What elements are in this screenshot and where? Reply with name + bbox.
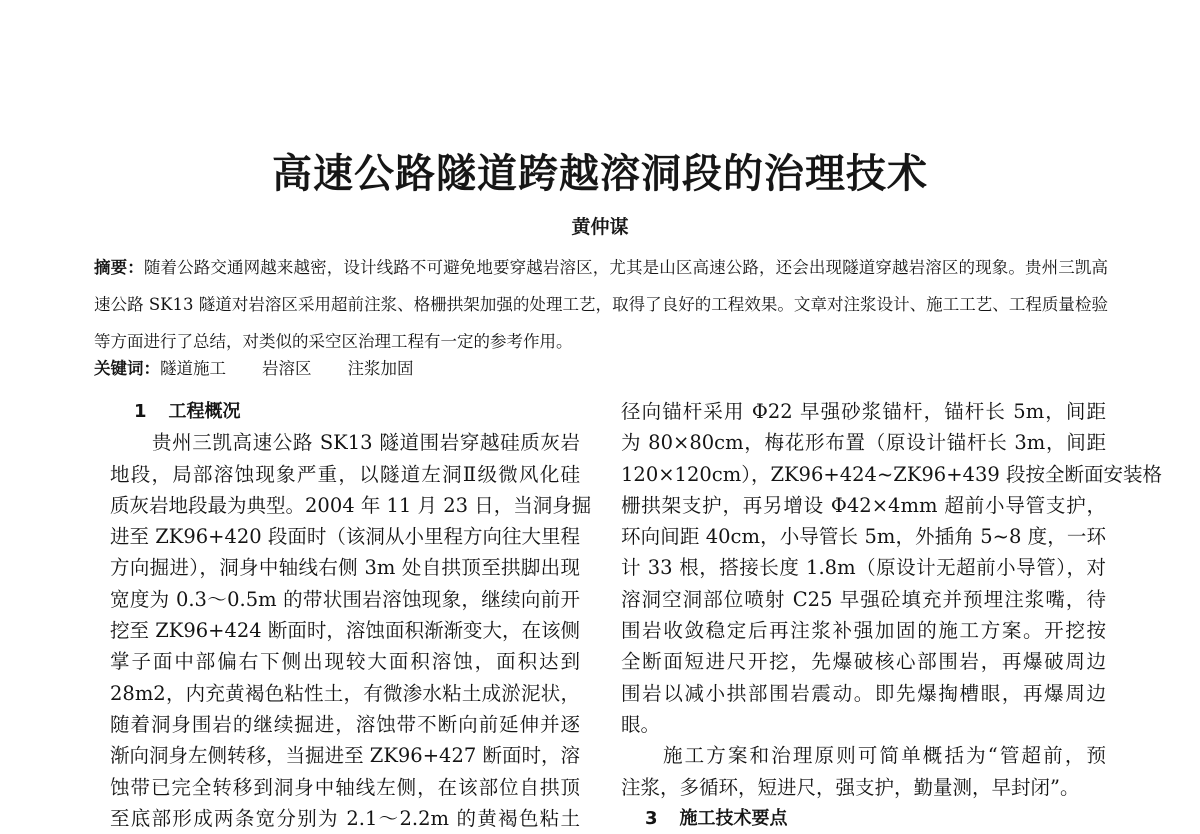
text-line: 掌子面中部偏右下侧出现较大面积溶蚀，面积达到 <box>110 650 580 674</box>
text-line: 围岩收敛稳定后再注浆补强加固的施工方案。开挖按 <box>621 619 1106 643</box>
text-line: 随着洞身围岩的继续掘进，溶蚀带不断向前延伸并逐 <box>110 712 580 736</box>
text-line: 渐向洞身左侧转移，当掘进至 ZK96+427 断面时，溶 <box>110 744 580 768</box>
text-line: 蚀带已完全转移到洞身中轴线左侧，在该部位自拱顶 <box>110 775 580 799</box>
keyword: 岩溶区 <box>262 359 312 378</box>
text-line: 贵州三凯高速公路 SK13 隧道围岩穿越硅质灰岩 <box>152 431 580 455</box>
text-line: 方向掘进），洞身中轴线右侧 3m 处自拱顶至拱脚出现 <box>110 556 580 580</box>
text-line: 径向锚杆采用 Φ22 早强砂浆锚杆，锚杆长 5m，间距 <box>621 400 1106 423</box>
section-heading <box>110 396 580 427</box>
keywords <box>94 355 450 379</box>
text-line: 眼。 <box>621 712 661 736</box>
text-line: 施工方案和治理原则可简单概括为“管超前，预 <box>663 744 1106 768</box>
text-line: 计 33 根，搭接长度 1.8m（原设计无超前小导管），对 <box>621 556 1106 580</box>
keywords-label: 关键词： <box>94 359 160 378</box>
text-line: 溶洞空洞部位喷射 C25 早强砼填充并预埋注浆嘴，待 <box>621 587 1106 611</box>
author-name: 黄仲谋 <box>571 216 629 238</box>
text-line: 围岩以减小拱部围岩震动。即先爆掏槽眼，再爆周边 <box>621 681 1106 705</box>
text-line: 为 80×80cm，梅花形布置（原设计锚杆长 3m，间距 <box>621 431 1106 455</box>
keyword: 隧道施工 <box>160 359 226 378</box>
text-line: 120×120cm），ZK96+424~ZK96+439 段按全断面安装格 <box>621 462 1162 486</box>
text-line: 环向间距 40cm，小导管长 5m，外插角 5~8 度，一环 <box>621 525 1106 549</box>
left-column <box>110 396 592 834</box>
section-title: 施工技术要点 <box>679 807 788 829</box>
abstract-label: 摘要： <box>94 258 144 277</box>
text-line: 28m2，内充黄褐色粘性土，有微渗水粘土成淤泥状， <box>110 681 580 705</box>
text-line: 至底部形成两条宽分别为 2.1～2.2m 的黄褐色粘土 <box>110 806 580 830</box>
text-line: 地段，局部溶蚀现象严重，以隧道左洞Ⅱ级微风化硅 <box>110 462 580 486</box>
text-line: 挖至 ZK96+424 断面时，溶蚀面积渐渐变大，在该侧 <box>110 619 580 643</box>
section-number: 3 <box>645 807 658 829</box>
keyword: 注浆加固 <box>347 359 414 378</box>
section-title: 工程概况 <box>168 401 241 422</box>
text-line: 宽度为 0.3～0.5m 的带状围岩溶蚀现象，继续向前开 <box>110 587 580 611</box>
right-column <box>621 396 1162 834</box>
text-line: 注浆，多循环，短进尺，强支护，勤量测，早封闭”。 <box>621 775 1080 799</box>
abstract-text: 随着公路交通网越来越密，设计线路不可避免地要穿越岩溶区，尤其是山区高速公路，还会出现隧道穿越岩溶区的现象。贵州三凯高速公路 SK13 隧道对岩溶区采用超前注浆、格栅拱架加强的处理工艺，取得了良好的工程效果。文章对注浆设计、施工工艺、工程质量检验等方面进行了总结，对类似的采空区治理工程有一定的参考作用。 <box>94 258 1108 351</box>
text-line: 质灰岩地段最为典型。2004 年 11 月 23 日，当洞身掘 <box>110 493 592 517</box>
section-heading <box>621 803 1106 834</box>
text-line: 进至 ZK96+420 段面时（该洞从小里程方向往大里程 <box>110 525 580 549</box>
paper-title: 高速公路隧道跨越溶洞段的治理技术 <box>272 151 928 197</box>
section-number: 1 <box>134 401 147 422</box>
abstract <box>94 249 1108 360</box>
text-line: 栅拱架支护，再另增设 Φ42×4mm 超前小导管支护， <box>621 493 1106 517</box>
text-line: 全断面短进尺开挖，先爆破核心部围岩，再爆破周边 <box>621 650 1106 674</box>
